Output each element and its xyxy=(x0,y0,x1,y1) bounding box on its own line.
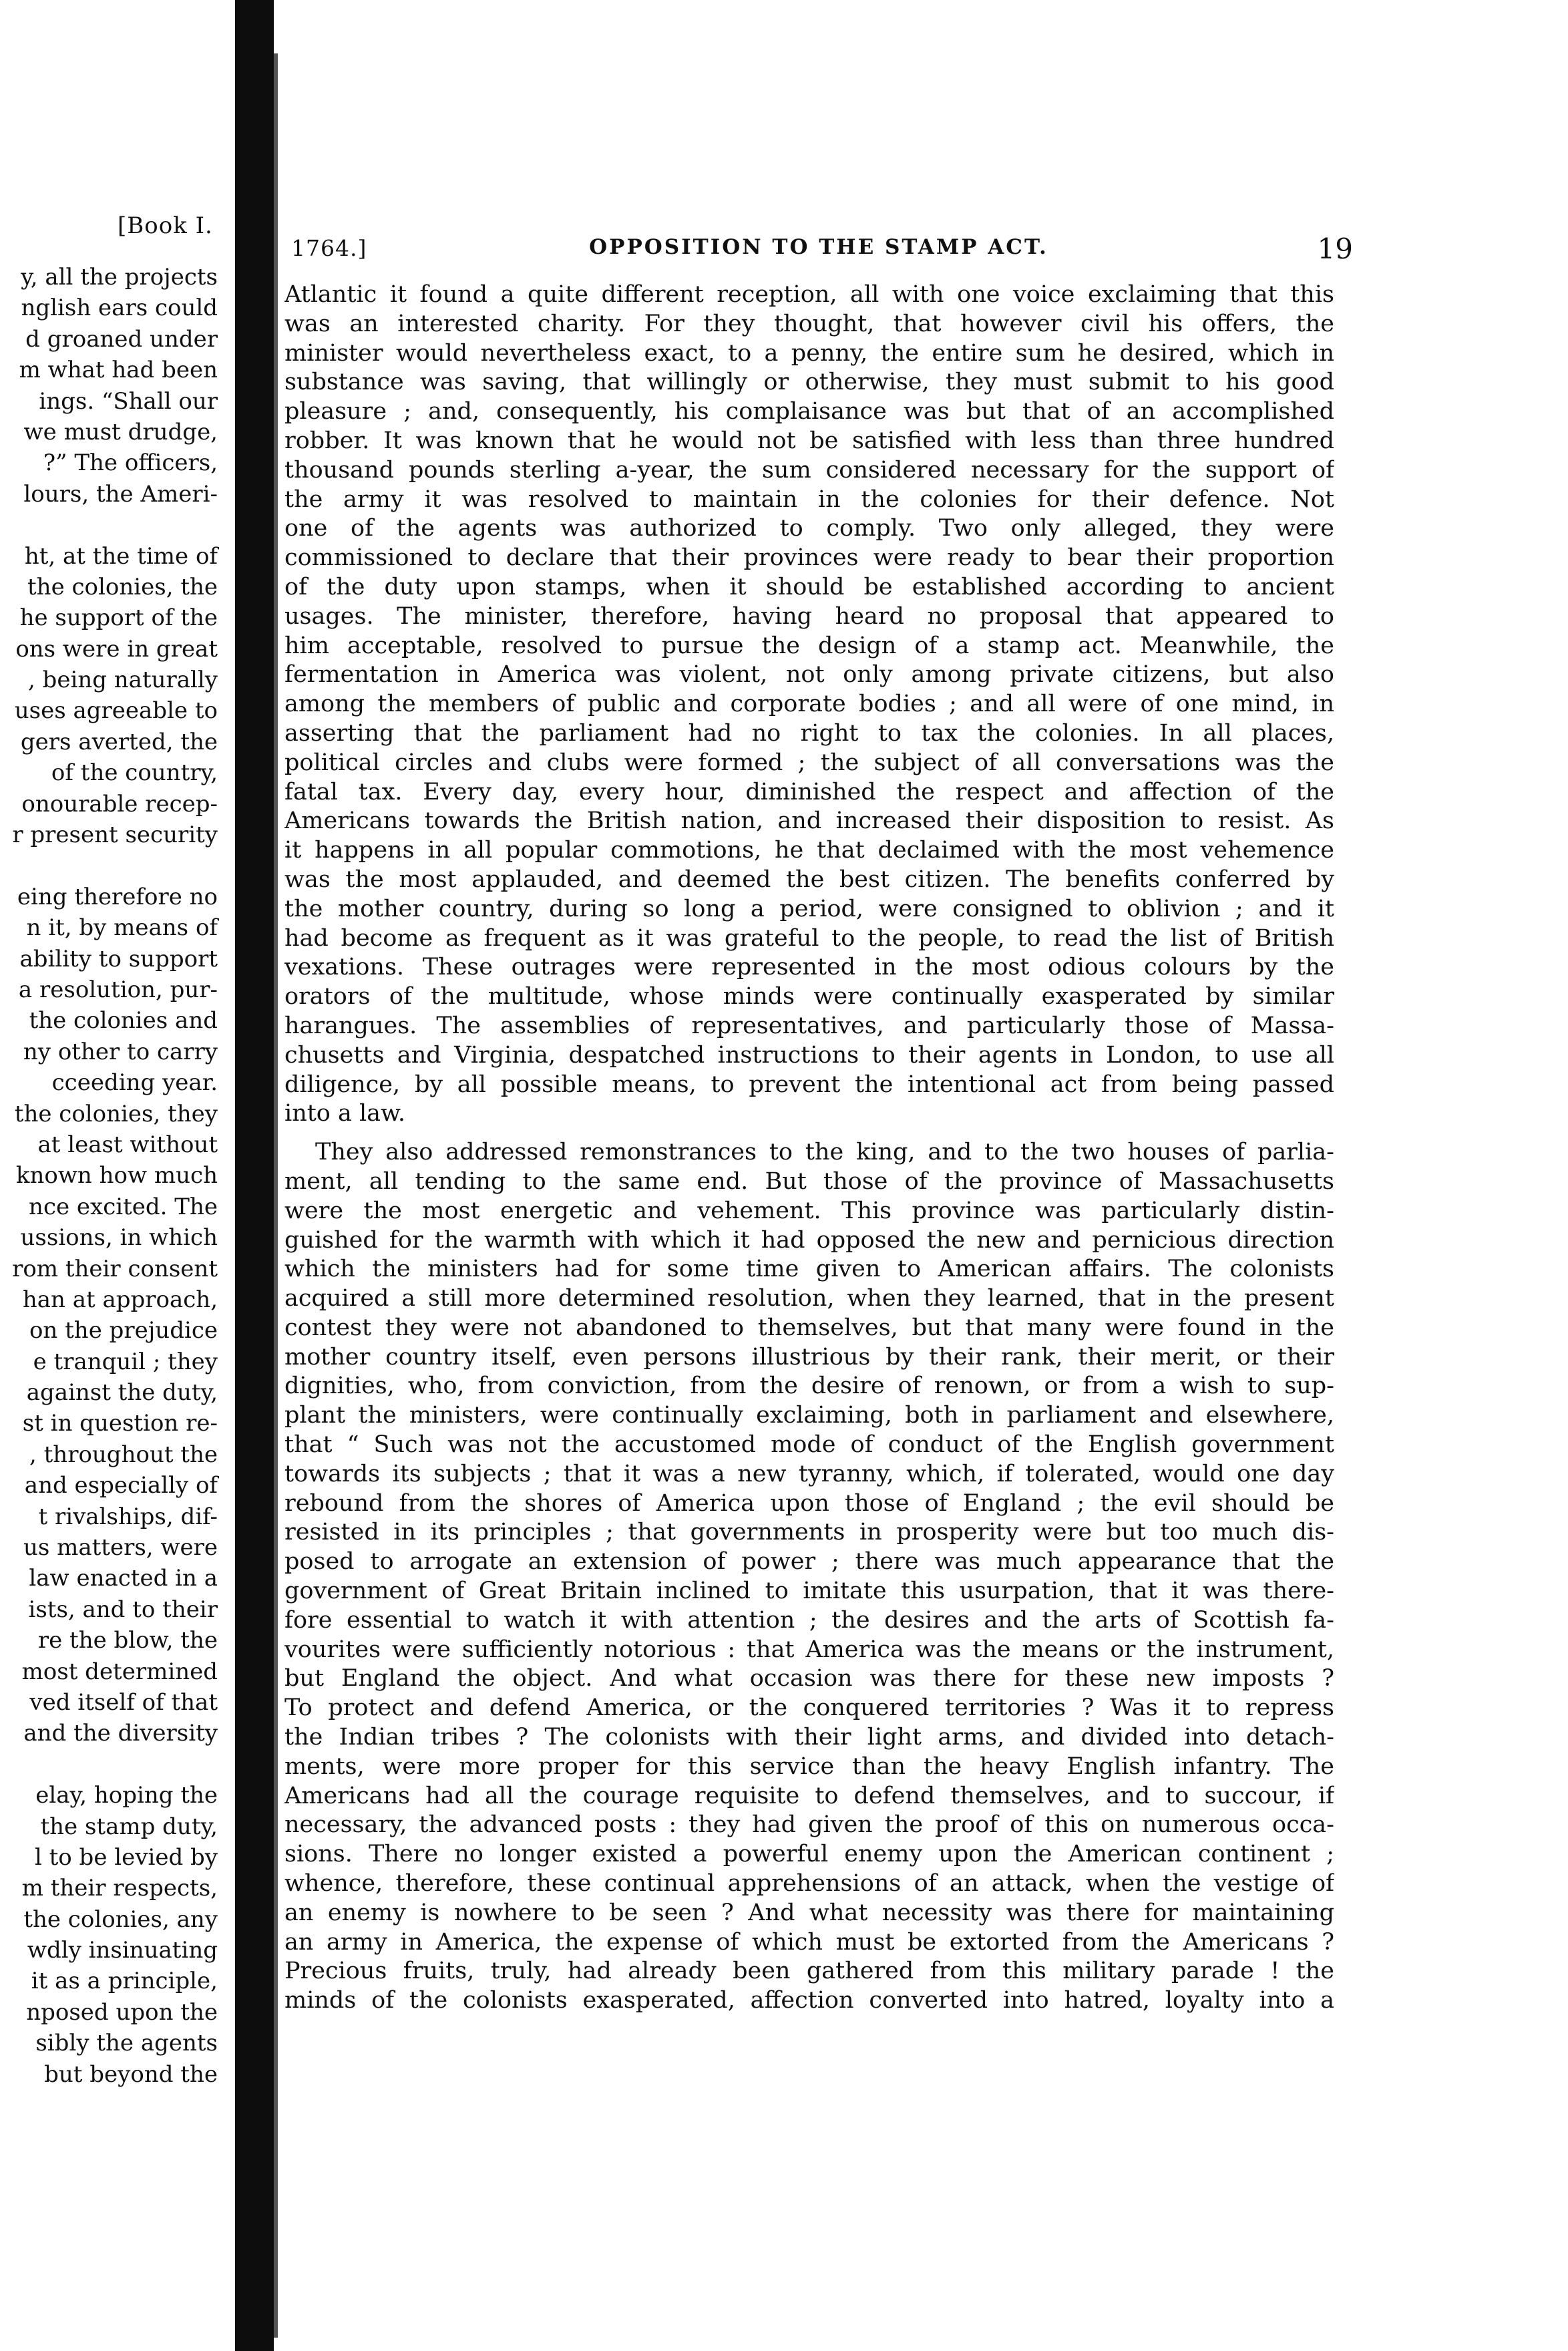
text-line: ment, all tending to the same end. But those of the province of Massachusetts xyxy=(284,1167,1334,1195)
text-line: ments, were more proper for this service than the heavy English infantry. The xyxy=(284,1753,1334,1780)
text-line: chusetts and Virginia, despatched instructions to their agents in London, to use all xyxy=(284,1041,1334,1069)
text-line: was the most applauded, and deemed the best citizen. The benefits conferred by xyxy=(284,866,1334,893)
left-text-line: re the blow, the xyxy=(37,1627,218,1654)
left-text-line xyxy=(0,1749,218,1780)
main-page xyxy=(278,0,1568,2351)
text-line: the army it was resolved to maintain in the colonies for their defence. Not xyxy=(284,486,1334,513)
text-line: it happens in all popular commotions, he that declaimed with the most vehemence xyxy=(284,837,1334,864)
left-text-line: he support of the xyxy=(19,604,218,632)
text-line: were the most energetic and vehement. This province was particularly distin- xyxy=(284,1197,1334,1224)
left-text-line: rom their consent xyxy=(12,1255,218,1282)
text-line: rebound from the shores of America upon those of England ; the evil should be xyxy=(284,1489,1334,1517)
text-line: harangues. The assemblies of representatives, and particularly those of Massa- xyxy=(284,1012,1334,1039)
text-line: To protect and defend America, or the conquered territories ? Was it to repress xyxy=(284,1694,1334,1722)
text-line: pleasure ; and, consequently, his complaisance was but that of an accomplished xyxy=(284,398,1334,425)
text-line: among the members of public and corporate bodies ; and all were of one mind, in xyxy=(284,691,1334,718)
left-text-line xyxy=(0,850,218,881)
facing-page xyxy=(0,0,235,2351)
text-line: the mother country, during so long a period, were consigned to oblivion ; and it xyxy=(284,895,1334,922)
left-running-head: [Book I. xyxy=(118,212,213,239)
left-text-line: of the country, xyxy=(51,759,218,787)
left-text-line: ists, and to their xyxy=(28,1596,218,1623)
text-line: sions. There no longer existed a powerful enemy upon the American continent ; xyxy=(284,1841,1334,1868)
left-text-line: d groaned under xyxy=(25,325,218,353)
left-text-line: us matters, were xyxy=(23,1534,218,1562)
left-text-line: gers averted, the xyxy=(20,728,218,755)
text-line: Precious fruits, truly, had already been gathered from this military parade ! the xyxy=(284,1958,1334,1985)
page-year: 1764.] xyxy=(291,235,367,261)
text-line: commissioned to declare that their provinces were ready to bear their proportion xyxy=(284,544,1334,572)
text-line: but England the object. And what occasion was there for these new imposts ? xyxy=(284,1665,1334,1692)
left-text-line: elay, hoping the xyxy=(35,1782,218,1809)
text-line: resisted in its principles ; that governments in prosperity were but too much dis- xyxy=(284,1519,1334,1546)
text-line: into a law. xyxy=(284,1100,405,1127)
left-text-line: r present security xyxy=(12,822,218,849)
book-gutter xyxy=(235,0,274,2351)
text-line: an enemy is nowhere to be seen ? And what necessity was there for maintaining xyxy=(284,1899,1334,1926)
text-line: robber. It was known that he would not be satisfied with less than three hundred xyxy=(284,427,1334,454)
text-line: fore essential to watch it with attention ; the desires and the arts of Scottish fa- xyxy=(284,1606,1334,1634)
text-line: contest they were not abandoned to themselves, but that many were found in the xyxy=(284,1314,1334,1341)
text-line: mother country itself, even persons illustrious by their rank, their merit, or their xyxy=(284,1343,1334,1371)
text-line: diligence, by all possible means, to prevent the intentional act from being passed xyxy=(284,1071,1334,1098)
text-line: political circles and clubs were formed ; the subject of all conversations was the xyxy=(284,749,1334,776)
left-text-line: ons were in great xyxy=(15,635,218,663)
left-text-line: most determined xyxy=(21,1658,218,1685)
text-line: whence, therefore, these continual apprehensions of an attack, when the vestige of xyxy=(284,1870,1334,1897)
text-line: minister would nevertheless exact, to a penny, the entire sum he desired, which in xyxy=(284,339,1334,367)
page-number: 19 xyxy=(1317,232,1353,265)
text-line: dignities, who, from conviction, from the desire of renown, or from a wish to sup- xyxy=(284,1373,1334,1400)
left-text-line: we must drudge, xyxy=(23,418,218,445)
left-text-line: and the diversity xyxy=(23,1720,218,1747)
text-line: usages. The minister, therefore, having heard no proposal that appeared to xyxy=(284,602,1334,630)
left-text-line: the stamp duty, xyxy=(40,1813,218,1840)
left-text-line: it as a principle, xyxy=(31,1968,218,1995)
left-text-line: against the duty, xyxy=(26,1379,218,1407)
text-line: that “ Such was not the accustomed mode of conduct of the English government xyxy=(284,1431,1334,1459)
left-text-line: ability to support xyxy=(19,945,218,972)
left-text-line: lours, the Ameri- xyxy=(23,480,218,508)
left-text-line: uses agreeable to xyxy=(14,697,218,725)
left-text-line: e tranquil ; they xyxy=(33,1348,218,1375)
left-text-line: han at approach, xyxy=(22,1286,218,1313)
left-text-line: on the prejudice xyxy=(29,1317,218,1344)
left-text-line: ings. “Shall our xyxy=(39,387,218,415)
text-line: orators of the multitude, whose minds were continually exasperated by similar xyxy=(284,983,1334,1011)
text-line: vourites were sufficiently notorious : that America was the means or the instrument, xyxy=(284,1636,1334,1663)
left-text-line: n it, by means of xyxy=(26,914,218,942)
left-text-line: l to be levied by xyxy=(34,1843,218,1871)
left-text-line: the colonies, the xyxy=(27,573,218,600)
text-line: Atlantic it found a quite different reception, all with one voice exclaiming that this xyxy=(284,281,1334,308)
left-text-line: t rivalships, dif- xyxy=(38,1503,218,1530)
left-text-line: wdly insinuating xyxy=(27,1937,218,1964)
text-line: posed to arrogate an extension of power ; there was much appearance that the xyxy=(284,1548,1334,1576)
left-text-line: m what had been xyxy=(19,357,218,384)
left-text-line xyxy=(0,510,218,540)
text-line: government of Great Britain inclined to imitate this usurpation, that it was there- xyxy=(284,1578,1334,1605)
left-text-line: ussions, in which xyxy=(20,1224,218,1252)
left-text-line: m their respects, xyxy=(21,1875,218,1902)
page-title: OPPOSITION TO THE STAMP ACT. xyxy=(589,235,1048,259)
left-text-line: nce excited. The xyxy=(29,1193,218,1220)
left-text-line: law enacted in a xyxy=(29,1565,218,1592)
text-line: They also addressed remonstrances to the king, and to the two houses of parlia- xyxy=(315,1139,1334,1166)
text-line: was an interested charity. For they thought, that however civil his offers, the xyxy=(284,310,1334,337)
left-text-line: nposed upon the xyxy=(26,1998,218,2026)
text-line: vexations. These outrages were represented in the most odious colours by the xyxy=(284,954,1334,981)
left-text-line: , throughout the xyxy=(29,1441,218,1468)
text-line: the Indian tribes ? The colonists with their light arms, and divided into detach- xyxy=(284,1724,1334,1751)
text-line: Americans towards the British nation, and increased their disposition to resist. As xyxy=(284,807,1334,835)
text-line: which the ministers had for some time given to American affairs. The colonists xyxy=(284,1256,1334,1283)
text-line: substance was saving, that willingly or otherwise, they must submit to his good xyxy=(284,369,1334,396)
left-text-line: known how much xyxy=(15,1162,218,1190)
text-line: one of the agents was authorized to comply. Two only alleged, they were xyxy=(284,515,1334,542)
left-page-text xyxy=(0,262,218,2090)
text-line: fatal tax. Every day, every hour, diminished the respect and affection of the xyxy=(284,778,1334,805)
text-line: towards its subjects ; that it was a new tyranny, which, if tolerated, would one day xyxy=(284,1460,1334,1487)
left-text-line: at least without xyxy=(37,1131,218,1158)
text-line: had become as frequent as it was grateful to the people, to read the list of British xyxy=(284,924,1334,952)
left-text-line: st in question re- xyxy=(22,1410,218,1437)
body-text xyxy=(284,281,1334,2016)
text-line: guished for the warmth with which it had opposed the new and pernicious direction xyxy=(284,1226,1334,1254)
text-line: thousand pounds sterling a-year, the sum considered necessary for the support of xyxy=(284,456,1334,484)
left-text-line: ht, at the time of xyxy=(24,542,218,570)
left-text-line: onourable recep- xyxy=(21,790,218,818)
left-text-line: but beyond the xyxy=(44,2060,218,2088)
left-text-line: ny other to carry xyxy=(23,1038,218,1065)
left-text-line: the colonies and xyxy=(29,1007,218,1035)
left-text-line: eing therefore no xyxy=(17,883,218,910)
left-text-line: , being naturally xyxy=(27,667,218,694)
left-text-line: ?” The officers, xyxy=(43,449,218,477)
text-line: an army in America, the expense of which must be extorted from the Americans ? xyxy=(284,1928,1334,1956)
left-text-line: and especially of xyxy=(24,1472,218,1499)
left-text-line: nglish ears could xyxy=(21,295,218,322)
left-text-line: a resolution, pur- xyxy=(18,976,218,1003)
running-head xyxy=(291,232,1353,268)
left-text-line: y, all the projects xyxy=(21,264,218,291)
text-line: fermentation in America was violent, not only among private citizens, but also xyxy=(284,661,1334,689)
text-line: Americans had all the courage requisite to defend themselves, and to succour, if xyxy=(284,1782,1334,1809)
text-line: acquired a still more determined resolution, when they learned, that in the present xyxy=(284,1285,1334,1312)
left-text-line: cceeding year. xyxy=(51,1069,218,1097)
left-text-line: the colonies, they xyxy=(14,1100,218,1127)
text-line: asserting that the parliament had no right to tax the colonies. In all places, xyxy=(284,719,1334,747)
text-line: plant the ministers, were continually exclaiming, both in parliament and elsewhere, xyxy=(284,1402,1334,1429)
text-line: him acceptable, resolved to pursue the design of a stamp act. Meanwhile, the xyxy=(284,632,1334,659)
text-line: minds of the colonists exasperated, affection converted into hatred, loyalty into a xyxy=(284,1987,1334,2014)
left-text-line: the colonies, any xyxy=(23,1906,218,1933)
left-text-line: sibly the agents xyxy=(35,2030,218,2057)
text-line: necessary, the advanced posts : they had given the proof of this on numerous occa- xyxy=(284,1811,1334,1839)
left-text-line: ved itself of that xyxy=(29,1688,218,1716)
text-line: of the duty upon stamps, when it should be established according to ancient xyxy=(284,573,1334,600)
